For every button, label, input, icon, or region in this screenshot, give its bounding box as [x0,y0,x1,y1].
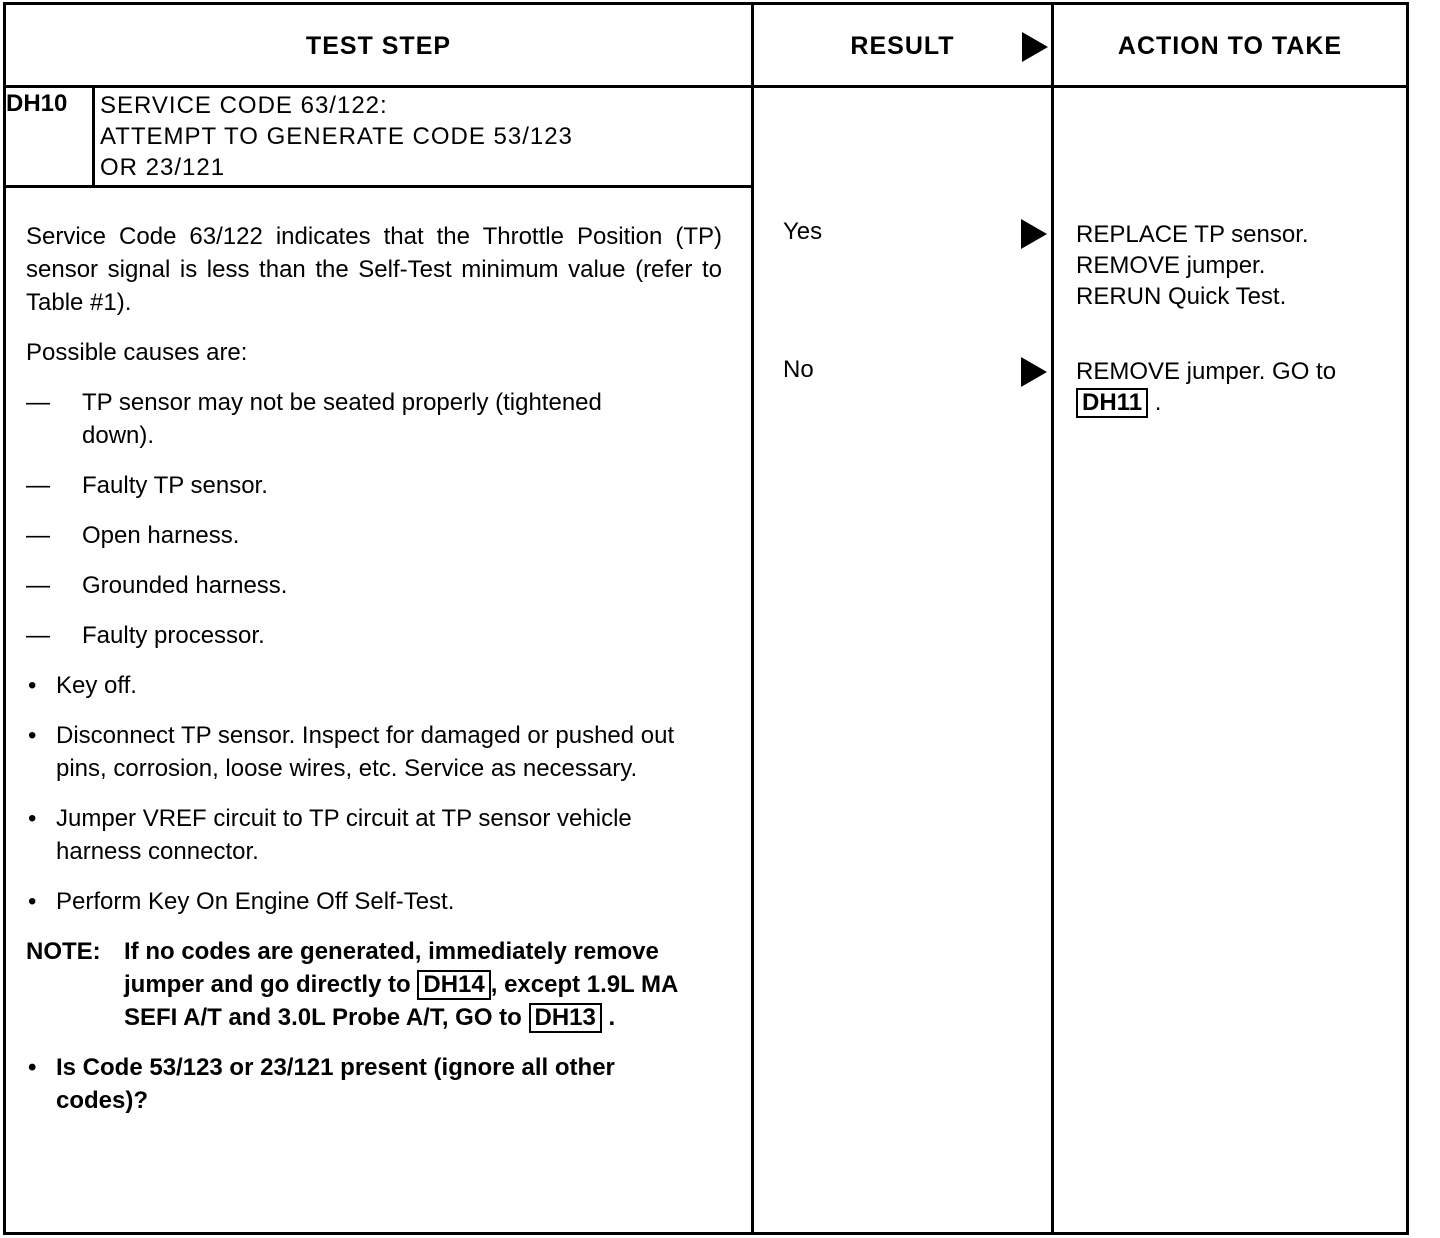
test-step-description [26,220,722,1134]
action-yes-line: REPLACE TP sensor. [1076,221,1309,248]
cause-item [26,569,722,602]
cause-item [26,386,722,452]
step-title-divider [6,185,752,188]
cause-text: Faulty TP sensor. [82,472,268,499]
step-title-line: SERVICE CODE 63/122: [100,92,388,119]
procedure-step [26,719,722,785]
header-action: ACTION TO TAKE [1117,31,1343,60]
dash-icon: — [26,472,50,499]
cause-text: Faulty processor. [82,622,265,649]
intro-paragraph: Service Code 63/122 indicates that the Throttle Position (TP) sensor signal is less than the Self-Test minimum value (refer to Table #1). [26,223,722,316]
causes-heading: Possible causes are: [26,339,248,366]
dash-icon: — [26,522,50,549]
note-text-part: . [608,1004,616,1031]
result-no-arrow-icon [1021,357,1047,387]
cause-text: Open harness. [82,522,240,549]
result-no: No [783,356,814,383]
note-text-part: , except 1.9L MA SEFI A/T and 3.0L Probe A/T, GO to [124,971,678,1031]
question-item [26,1051,722,1117]
action-no-text: REMOVE jumper. GO to [1076,358,1337,385]
bullet-icon: • [28,1054,37,1081]
procedure-step-text: Perform Key On Engine Off Self-Test. [56,888,455,915]
question-text: Is Code 53/123 or 23/121 present (ignore all other codes)? [56,1054,615,1114]
procedure-step-text: Disconnect TP sensor. Inspect for damaged or pushed out pins, corrosion, loose wires, etc. Service as necessary. [56,722,675,782]
header-result: RESULT [850,31,955,60]
dash-icon: — [26,622,50,649]
step-ref-dh14[interactable]: DH14 [417,970,490,1000]
action-no [1076,356,1366,418]
bullet-icon: • [28,722,37,749]
dash-icon: — [26,389,50,416]
step-title-line: OR 23/121 [100,154,226,181]
bullet-icon: • [28,888,37,915]
bullet-icon: • [28,672,37,699]
action-no-tail: . [1154,389,1162,416]
step-title-line: ATTEMPT TO GENERATE CODE 53/123 [100,123,573,150]
header-test-step: TEST STEP [305,31,452,60]
header-arrow-icon [1022,32,1048,62]
note-block [26,935,722,1034]
action-yes-line: RERUN Quick Test. [1076,283,1287,310]
bullet-icon: • [28,805,37,832]
action-yes-line: REMOVE jumper. [1076,252,1266,279]
step-ref-dh11[interactable]: DH11 [1076,388,1148,418]
result-yes-arrow-icon [1021,219,1047,249]
procedure-step [26,669,722,702]
dash-icon: — [26,572,50,599]
procedure-step-text: Key off. [56,672,137,699]
step-id-divider [92,85,95,188]
note-label: NOTE: [26,938,101,965]
step-ref-dh13[interactable]: DH13 [529,1003,602,1033]
action-yes [1076,219,1386,312]
cause-item [26,519,722,552]
procedure-step [26,802,722,868]
cause-item [26,469,722,502]
procedure-step [26,885,722,918]
step-id: DH10 [6,90,68,117]
cause-item [26,619,722,652]
note-text-part: If no codes are generated, immediately remove jumper and go directly to [124,938,659,998]
step-title [100,90,573,183]
procedure-step-text: Jumper VREF circuit to TP circuit at TP sensor vehicle harness connector. [56,805,632,865]
result-yes: Yes [783,218,823,245]
column-divider-result [751,5,754,1232]
note-text [124,935,714,1034]
cause-text: TP sensor may not be seated properly (tightened down). [82,389,602,449]
cause-text: Grounded harness. [82,572,288,599]
column-divider-action [1051,5,1054,1232]
